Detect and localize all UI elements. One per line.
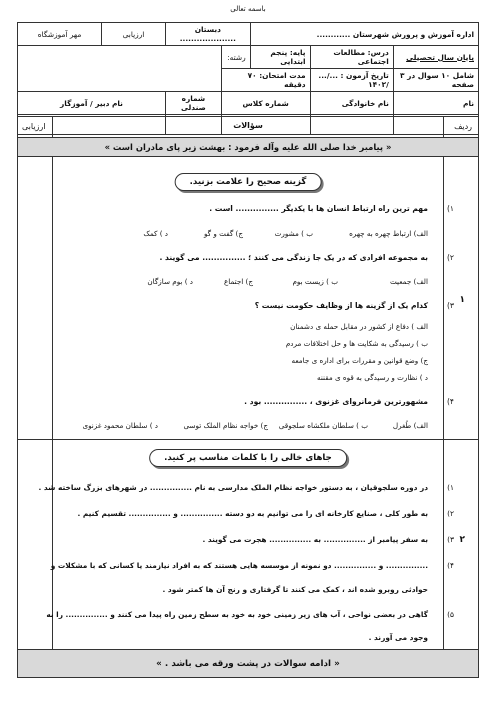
q3-option-c: ج) وضع قوانین و مقررات برای اداره ی جامعه bbox=[291, 356, 428, 365]
section-1-title: گزینه صحیح را علامت بزنید. bbox=[175, 173, 322, 191]
section-2-row-number: ۲ bbox=[459, 535, 465, 545]
q4-option-a: الف) طُغرل bbox=[392, 421, 428, 430]
row-header: ردیف bbox=[454, 122, 472, 131]
questions-header bbox=[18, 117, 478, 138]
q1-option-b: ب ) مشورت bbox=[274, 229, 313, 238]
fill-line-5-cont: وجود می آورند . bbox=[368, 633, 428, 642]
questions-table bbox=[17, 116, 479, 678]
grade-cell: پایه: پنجم ابتدایی bbox=[250, 46, 310, 69]
family-label: نام خانوادگی bbox=[310, 92, 393, 115]
questions-header-label: سؤالات bbox=[233, 121, 263, 130]
q2-option-d: د ) بوم سازگان bbox=[147, 277, 193, 286]
office-cell: اداره آموزش و پرورش شهرستان ............ bbox=[250, 23, 478, 46]
fill-line-1: ۱) در دوره سلجوقیان ، به دستور خواجه نظام الملک مدارسی به نام ............... در شهرهای بزرگ ساخته شد . bbox=[38, 483, 454, 492]
subject-cell: درس: مطالعات اجتماعی bbox=[310, 46, 393, 69]
q2-option-a: الف) جمعیت bbox=[389, 277, 428, 286]
q1-option-c: ج) گفت و گو bbox=[203, 229, 243, 238]
stamp-cell: مهر آموزشگاه bbox=[18, 23, 102, 46]
question-4: ۴) مشهورترین فرمانروای غزنوی ، ............... بود . bbox=[244, 397, 454, 406]
q1-option-a: الف) ارتباط چهره به چهره bbox=[349, 229, 428, 238]
evaluation-cell: ارزیابی bbox=[102, 23, 166, 46]
fill-line-4: ۴) ............... و ............... دو نمونه از موسسه هایی هستند که به افراد نیازمند یا کسانی که با مشکلات و bbox=[50, 561, 454, 570]
q1-option-d: د ) کمک bbox=[143, 229, 168, 238]
teacher-label: نام دبیر / آموزگار bbox=[18, 92, 166, 115]
fill-line-2: ۲) به طور کلی ، صنایع کارخانه ای را می توانیم به دو دسته ............... و ............... تقسیم کنیم . bbox=[77, 509, 454, 518]
question-1: ۱) مهم ترین راه ارتباط انسان ها با یکدیگر ............... است . bbox=[209, 204, 454, 213]
stamp-area bbox=[18, 46, 222, 92]
q2-option-b: ب ) زیست بوم bbox=[292, 277, 338, 286]
class-no-label: شماره کلاس bbox=[221, 92, 310, 115]
fill-line-3: ۳) به سفر پیامبر از ............... به ............... هجرت می گویند . bbox=[202, 535, 454, 544]
fill-line-5: ۵) گاهی در بعضی نواحی ، آب های زیر زمینی خود به خود به سطح زمین راه پیدا می کنند و ............... را به bbox=[46, 610, 454, 619]
school-cell: دبستان .................... bbox=[166, 23, 251, 46]
q4-option-b: ب ) سلطان ملکشاه سلجوقی bbox=[278, 421, 368, 430]
score-header: ارزیابی bbox=[22, 122, 46, 131]
q2-option-c: ج) اجتماع bbox=[224, 277, 253, 286]
section-2 bbox=[18, 439, 478, 650]
top-title: باسمه تعالی bbox=[230, 5, 266, 13]
q3-option-a: الف ) دفاع از کشور در مقابل حمله ی دشمنان bbox=[290, 322, 428, 331]
seat-no-label: شماره صندلی bbox=[166, 92, 222, 115]
question-2: ۲) به مجموعه افرادی که در یک جا زندگی می کنند ؛ ............... می گویند . bbox=[159, 253, 454, 262]
field-cell: رشته: bbox=[221, 46, 250, 69]
name-label: نام bbox=[393, 92, 478, 115]
q4-option-c: ج) خواجه نظام الملک توسی bbox=[183, 421, 268, 430]
fill-line-4-cont: حوادثی روبرو شده اند ، کمک می کنند تا گرفتاری و رنج آن ها کمتر شود . bbox=[162, 585, 428, 594]
section-1 bbox=[18, 155, 478, 440]
exam-title-cell: پایان سال تحصیلی bbox=[393, 46, 478, 69]
question-3: ۳) کدام یک از گزینه ها از وظایف حکومت نیست ؟ bbox=[254, 301, 454, 310]
section-1-row-number: ۱ bbox=[459, 295, 465, 305]
q3-option-b: ب ) رسیدگی به شکایت ها و حل اختلافات مردم bbox=[285, 339, 428, 348]
hadith-band: « پیامبر خدا صلی الله علیه وآله فرمود : بهشت زیر پای مادران است » bbox=[18, 137, 478, 157]
section-2-title: جاهای خالی را با کلمات مناسب پر کنید. bbox=[149, 449, 347, 467]
footer-band: « ادامه سوالات در پشت ورقه می باشد . » bbox=[18, 649, 478, 677]
date-cell: تاریخ آزمون : .../... /۱۴۰۲ bbox=[310, 69, 393, 92]
duration-cell: مدت امتحان: ۷۰ دقیقه bbox=[221, 69, 310, 92]
info-cell: شامل ۱۰ سوال در ۳ صفحه bbox=[393, 69, 478, 92]
q4-option-d: د ) سلطان محمود غزنوی bbox=[82, 421, 158, 430]
q3-option-d: د ) نظارت و رسیدگی به قوه ی مقننه bbox=[317, 373, 428, 382]
